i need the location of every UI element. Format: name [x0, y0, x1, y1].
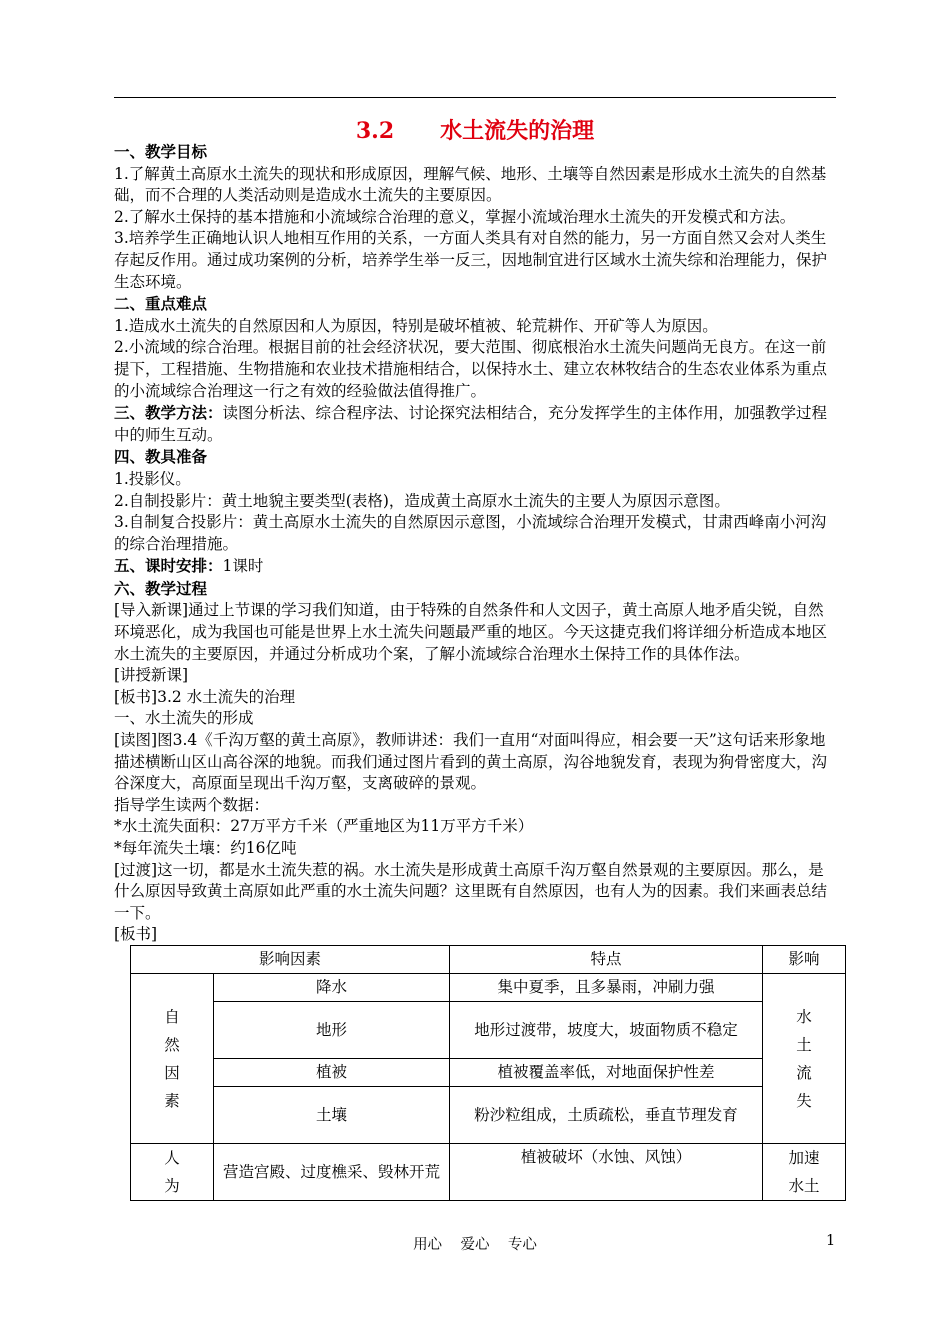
- paragraph-text: [过渡]这一切，都是水土流失惹的祸。水土流失是形成黄土高原千沟万壑自然景观的主要原因。那么，是什么原因导致黄土高原如此严重的水土流失问题？这里既有自然原因，也有人为的因素。我们来画表总结一下。: [114, 860, 828, 922]
- table-row: [131, 974, 846, 1002]
- table-header-features: 特点: [450, 946, 763, 974]
- natural-factors-label: 自 然 因 素: [131, 974, 214, 1144]
- paragraph: [114, 512, 836, 555]
- section-heading: [114, 141, 836, 164]
- table-row: [131, 1144, 846, 1201]
- paragraph-text: [讲授新课]: [114, 666, 189, 685]
- table-header-row: [131, 946, 846, 974]
- paragraph-text: 1.投影仪。: [114, 469, 191, 488]
- paragraph-text: [导入新课]通过上节课的学习我们知道，由于特殊的自然条件和人文因子，黄土高原人地矛盾尖锐，自然环境恶化，成为我国也可能是世界上水土流失问题最严重的地区。今天这捷克我们将详细分析造成本地区水土流失的主要原因，并通过分析成功个案，了解小流域综合治理水土保持工作的具体作法。: [114, 601, 828, 663]
- factor-cell: 植被: [214, 1059, 450, 1087]
- paragraph: [114, 838, 836, 860]
- table-row: [131, 1002, 846, 1059]
- factor-cell: 降水: [214, 974, 450, 1002]
- section-heading: 五、课时安排：: [114, 556, 223, 576]
- factor-cell: 地形: [214, 1002, 450, 1059]
- paragraph-text: 一、水土流失的形成: [114, 709, 254, 728]
- paragraph-text: 1.造成水土流失的自然原因和人为原因，特别是破坏植被、轮荒耕作、开矿等人为原因。: [114, 316, 718, 335]
- paragraph-text: 2.小流域的综合治理。根据目前的社会经济状况，要大范围、彻底根治水土流失问题尚无良方。在这一前提下，工程措施、生物措施和农业技术措施相结合，以保持水土、建立农林牧结合的生态农业体系为重点的小流域综合治理这一行之有效的经验做法值得推广。: [114, 338, 828, 400]
- feature-cell: 集中夏季，且多暴雨，冲刷力强: [450, 974, 763, 1002]
- table-row: [131, 1059, 846, 1087]
- paragraph-text: 读图分析法、综合程序法、讨论探究法相结合，充分发挥学生的主体作用，加强教学过程中的师生互动。: [114, 404, 828, 444]
- paragraph: [114, 600, 836, 665]
- paragraph-text: 2.了解水土保持的基本措施和小流域综合治理的意义，掌握小流域治理水土流失的开发模式和方法。: [114, 207, 796, 226]
- paragraph: [114, 665, 836, 687]
- paragraph-text: 3.自制复合投影片：黄土高原水土流失的自然原因示意图，小流域综合治理开发模式，甘肃西峰南小河沟的综合治理措施。: [114, 513, 827, 553]
- table-header-factors: 影响因素: [131, 946, 450, 974]
- paragraph: [114, 708, 836, 730]
- paragraph: [114, 469, 836, 491]
- paragraph-text: 2.自制投影片：黄土地貌主要类型(表格)，造成黄土高原水土流失的主要人为原因示意图。: [114, 491, 730, 510]
- paragraph-text: 1课时: [222, 557, 264, 576]
- factors-table: [130, 945, 846, 1201]
- paragraph: [114, 555, 836, 578]
- table-header-effect: 影响: [763, 946, 846, 974]
- paragraph: [114, 164, 836, 207]
- section-heading: 三、教学方法：: [114, 403, 223, 423]
- paragraph-text: 1.了解黄土高原水土流失的现状和形成原因，理解气候、地形、土壤等自然因素是形成水土流失的自然基础，而不合理的人类活动则是造成水土流失的主要原因。: [114, 164, 827, 205]
- factor-cell: 土壤: [214, 1087, 450, 1144]
- human-effect-cell: 加速 水土: [763, 1144, 846, 1201]
- section-heading: [114, 446, 836, 469]
- paragraph-text: 一、教学目标: [114, 142, 208, 161]
- feature-cell: 粉沙粒组成，土质疏松，垂直节理发育: [450, 1087, 763, 1144]
- paragraph: [114, 860, 836, 925]
- paragraph: [114, 207, 836, 229]
- feature-cell: 植被破坏（水蚀、风蚀）: [450, 1144, 763, 1201]
- document-body: [114, 141, 836, 946]
- paragraph-text: 六、教学过程: [114, 578, 208, 598]
- page-number: 1: [826, 1233, 836, 1249]
- human-factors-label: 人 为: [131, 1144, 214, 1201]
- feature-cell: 植被覆盖率低，对地面保护性差: [450, 1059, 763, 1087]
- paragraph-text: 指导学生读两个数据：: [114, 795, 270, 814]
- header-rule: [114, 97, 836, 98]
- factor-cell: 营造宫殿、过度樵采、毁林开荒: [214, 1144, 450, 1201]
- paragraph-text: 3.培养学生正确地认识人地相互作用的关系，一方面人类具有对自然的能力，另一方面自然又会对人类生存起反作用。通过成功案例的分析，培养学生举一反三，因地制宜进行区域水土流失综和治理能力，保护生态环境。: [114, 229, 828, 291]
- paragraph: [114, 491, 836, 513]
- paragraph: [114, 924, 836, 946]
- natural-effect-cell: 水 土 流 失: [763, 974, 846, 1144]
- paragraph: [114, 730, 836, 795]
- table-row: [131, 1087, 846, 1144]
- paragraph: [114, 816, 836, 838]
- paragraph-text: [读图]图3.4《千沟万壑的黄土高原》，教师讲述：我们一直用“对面叫得应，相会要一天”这句话来形象地描述横断山区山高谷深的地貌。而我们通过图片看到的黄土高原，沟谷地貌发育，表现为狗骨密度大，沟谷深度大，高原面呈现出千沟万壑，支离破碎的景观。: [114, 731, 828, 793]
- paragraph-text: 四、教具准备: [114, 447, 208, 467]
- paragraph: [114, 402, 836, 446]
- paragraph: [114, 228, 836, 293]
- feature-cell: 地形过渡带，坡度大，坡面物质不稳定: [450, 1002, 763, 1059]
- paragraph-text: *水土流失面积：27万平方千米（严重地区为11万平方千米）: [114, 817, 534, 836]
- paragraph-text: 二、重点难点: [114, 294, 208, 314]
- paragraph-text: [板书]3.2 水土流失的治理: [114, 687, 296, 706]
- paragraph: [114, 795, 836, 817]
- section-heading: [114, 293, 836, 316]
- section-heading: [114, 578, 836, 601]
- paragraph: [114, 687, 836, 709]
- footer-text: 用心 爱心 专心: [413, 1237, 537, 1253]
- paragraph: [114, 316, 836, 338]
- page-title: 3.2 水土流失的治理: [355, 118, 595, 144]
- paragraph-text: *每年流失土壤：约16亿吨: [114, 839, 297, 857]
- paragraph: [114, 337, 836, 402]
- paragraph-text: [板书]: [114, 925, 158, 944]
